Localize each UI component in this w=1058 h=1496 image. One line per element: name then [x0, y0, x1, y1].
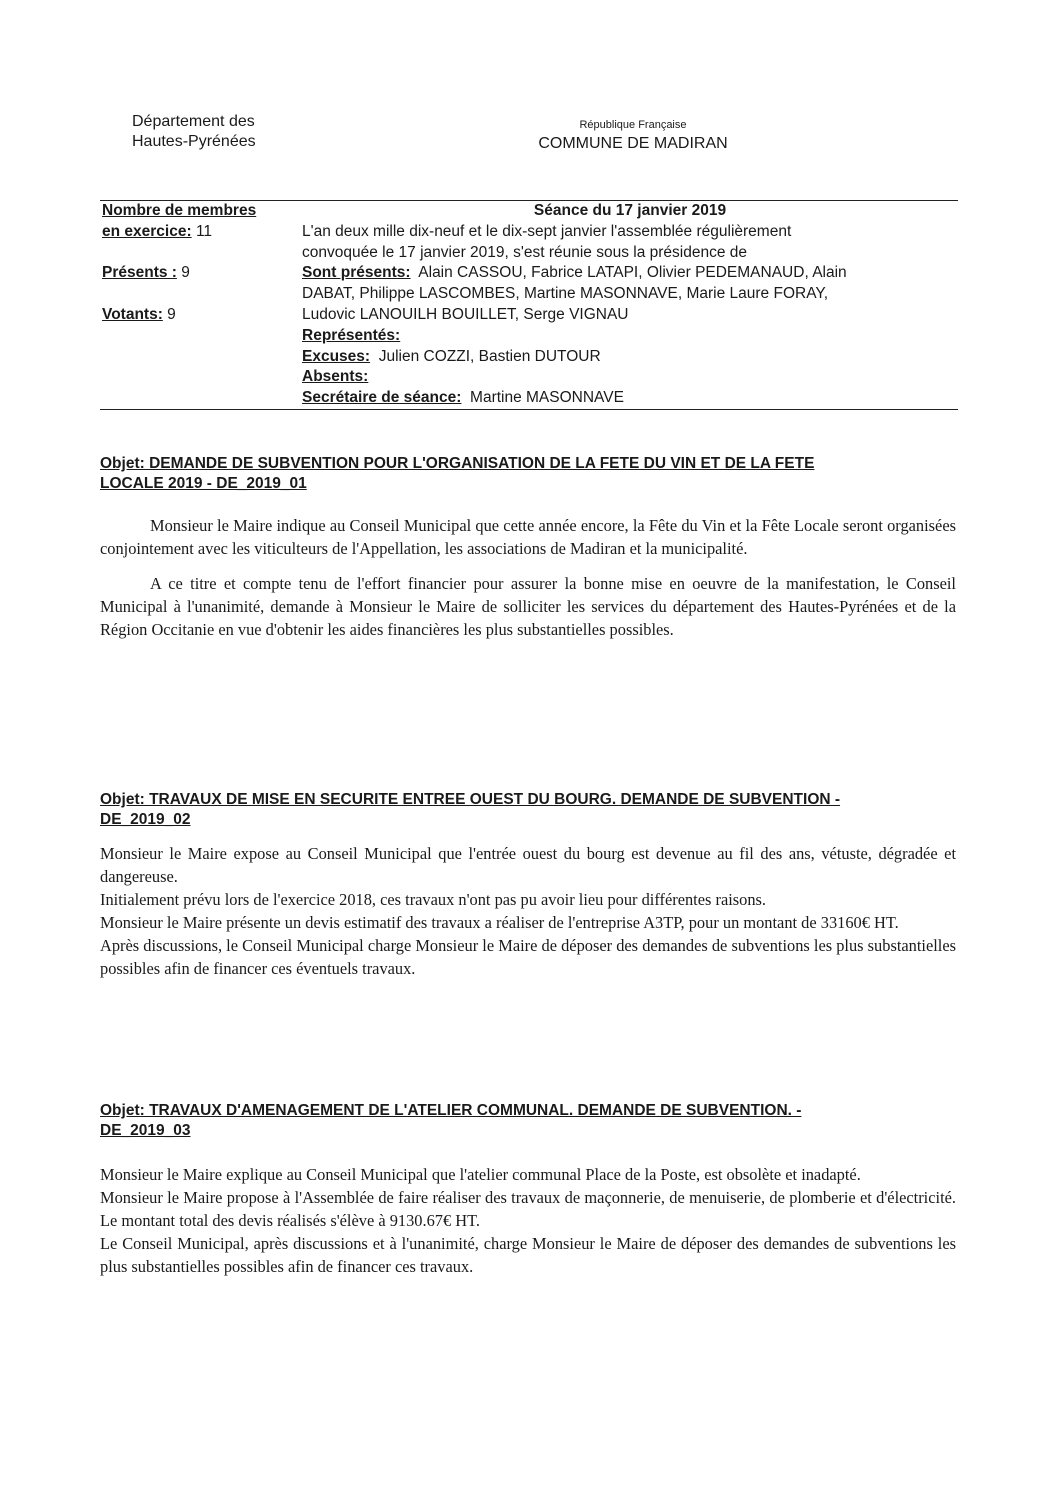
votants-value: 9: [167, 305, 176, 323]
deliberation-1: [100, 454, 956, 641]
departement-line-2: Hautes-Pyrénées: [132, 133, 256, 150]
deliberation-2-paragraph-1: Monsieur le Maire expose au Conseil Municipal que l'entrée ouest du bourg est devenue au fil des ans, vétuste, dégradée et dangereuse.: [100, 844, 956, 886]
excuses-value: Julien COZZI, Bastien DUTOUR: [378, 347, 601, 365]
objet-2-line-1: Objet: TRAVAUX DE MISE EN SECURITE ENTREE OUEST DU BOURG. DEMANDE DE SUBVENTION -: [100, 791, 841, 808]
meeting-row-9: [100, 367, 958, 388]
deliberation-1-paragraph-2: A ce titre et compte tenu de l'effort financier pour assurer la bonne mise en oeuvre de la manifestation, le Conseil Municipal à l'unanimité, demande à Monsieur le Maire de solliciter les services du département des Hautes-Pyrénées et de la Région Occitanie en vue d'obtenir les aides financières les plus substantielles possibles.: [100, 574, 956, 639]
deliberation-3-paragraph-1: Monsieur le Maire explique au Conseil Municipal que l'atelier communal Place de la Poste, est obsolète et inadapté.: [100, 1165, 861, 1184]
meeting-header-table: [100, 200, 958, 410]
meeting-row-8: [100, 347, 958, 368]
meeting-row-4: [100, 263, 958, 284]
votants-count: [102, 305, 176, 326]
republique-block: [468, 118, 798, 154]
deliberation-2-paragraph-2: Initialement prévu lors de l'exercice 2018, ces travaux n'ont pas pu avoir lieu pour différentes raisons.: [100, 890, 767, 909]
sont-presents-label: Sont présents:: [302, 264, 411, 282]
objet-2-line-2: DE_2019_02: [100, 811, 191, 828]
objet-3-line-1: Objet: TRAVAUX D'AMENAGEMENT DE L'ATELIER COMMUNAL. DEMANDE DE SUBVENTION. -: [100, 1102, 802, 1119]
objet-title-3: [100, 1101, 956, 1141]
meeting-row-1: [100, 201, 958, 222]
objet-1-line-1: Objet: DEMANDE DE SUBVENTION POUR L'ORGANISATION DE LA FETE DU VIN ET DE LA FETE: [100, 455, 815, 472]
excuses-label: Excuses:: [302, 347, 371, 365]
deliberation-2-paragraph-4: Après discussions, le Conseil Municipal charge Monsieur le Maire de déposer des demandes de subventions les plus substantielles possibles afin de financer ces éventuels travaux.: [100, 936, 956, 978]
deliberation-3-paragraph-3: Le Conseil Municipal, après discussions et à l'unanimité, charge Monsieur le Maire de déposer des demandes de subventions les plus substantielles possibles afin de financer ces travaux.: [100, 1234, 956, 1276]
intro-line-2: convoquée le 17 janvier 2019, s'est réunie sous la présidence de: [302, 243, 748, 261]
sont-presents-line-2: DABAT, Philippe LASCOMBES, Martine MASONNAVE, Marie Laure FORAY,: [302, 285, 829, 303]
presents-value: 9: [181, 264, 190, 282]
presents-count: [102, 263, 190, 284]
objet-title-2: [100, 790, 956, 830]
meeting-row-5: [100, 284, 958, 305]
seance-title: Séance du 17 janvier 2019: [533, 202, 727, 219]
departement-block: [132, 112, 256, 152]
representes-label: Représentés:: [302, 326, 401, 344]
objet-1-line-2: LOCALE 2019 - DE_2019_01: [100, 475, 307, 492]
secretaire-value: Martine MASONNAVE: [470, 389, 624, 407]
excuses: [302, 347, 601, 368]
presents-label: Présents :: [102, 264, 177, 282]
membres-label-2: en exercice:: [102, 222, 192, 240]
meeting-row-10: [100, 388, 958, 409]
deliberation-1-paragraph-1: Monsieur le Maire indique au Conseil Municipal que cette année encore, la Fête du Vin et la Fête Locale seront organisées conjointement avec les viticulteurs de l'Appellation, les associations de Madiran et la municipalité.: [100, 516, 956, 558]
sont-presents-line-3: Ludovic LANOUILH BOUILLET, Serge VIGNAU: [302, 305, 629, 323]
sont-presents: [302, 263, 847, 284]
objet-3-line-2: DE_2019_03: [100, 1122, 191, 1139]
deliberation-3-paragraph-2: Monsieur le Maire propose à l'Assemblée de faire réaliser des travaux de maçonnerie, de menuiserie, de plomberie et d'électricité. Le montant total des devis réalisés s'élève à 9130.67€ HT.: [100, 1188, 956, 1230]
deliberation-2: [100, 790, 956, 980]
republique-francaise: République Française: [579, 119, 687, 131]
objet-title-1: [100, 454, 956, 494]
deliberation-3: [100, 1101, 956, 1278]
secretaire-label: Secrétaire de séance:: [302, 389, 462, 407]
membres-value: 11: [195, 222, 213, 240]
meeting-row-3: [100, 243, 958, 264]
deliberation-2-paragraph-3: Monsieur le Maire présente un devis estimatif des travaux a réaliser de l'entreprise A3TP, pour un montant de 33160€ HT.: [100, 913, 899, 932]
departement-line-1: Département des: [132, 113, 255, 130]
meeting-row-7: [100, 326, 958, 347]
votants-label: Votants:: [102, 305, 163, 323]
meeting-row-2: [100, 222, 958, 243]
intro-line-1: L'an deux mille dix-neuf et le dix-sept janvier l'assemblée régulièrement: [302, 222, 792, 240]
membres-en-exercice: [102, 222, 212, 243]
membres-label-1: Nombre de membres: [102, 202, 257, 219]
sont-presents-line-1: Alain CASSOU, Fabrice LATAPI, Olivier PEDEMANAUD, Alain: [418, 264, 847, 282]
absents-label: Absents:: [302, 368, 369, 386]
meeting-row-6: [100, 305, 958, 326]
commune-name: COMMUNE DE MADIRAN: [538, 135, 728, 152]
secretaire: [302, 388, 624, 409]
